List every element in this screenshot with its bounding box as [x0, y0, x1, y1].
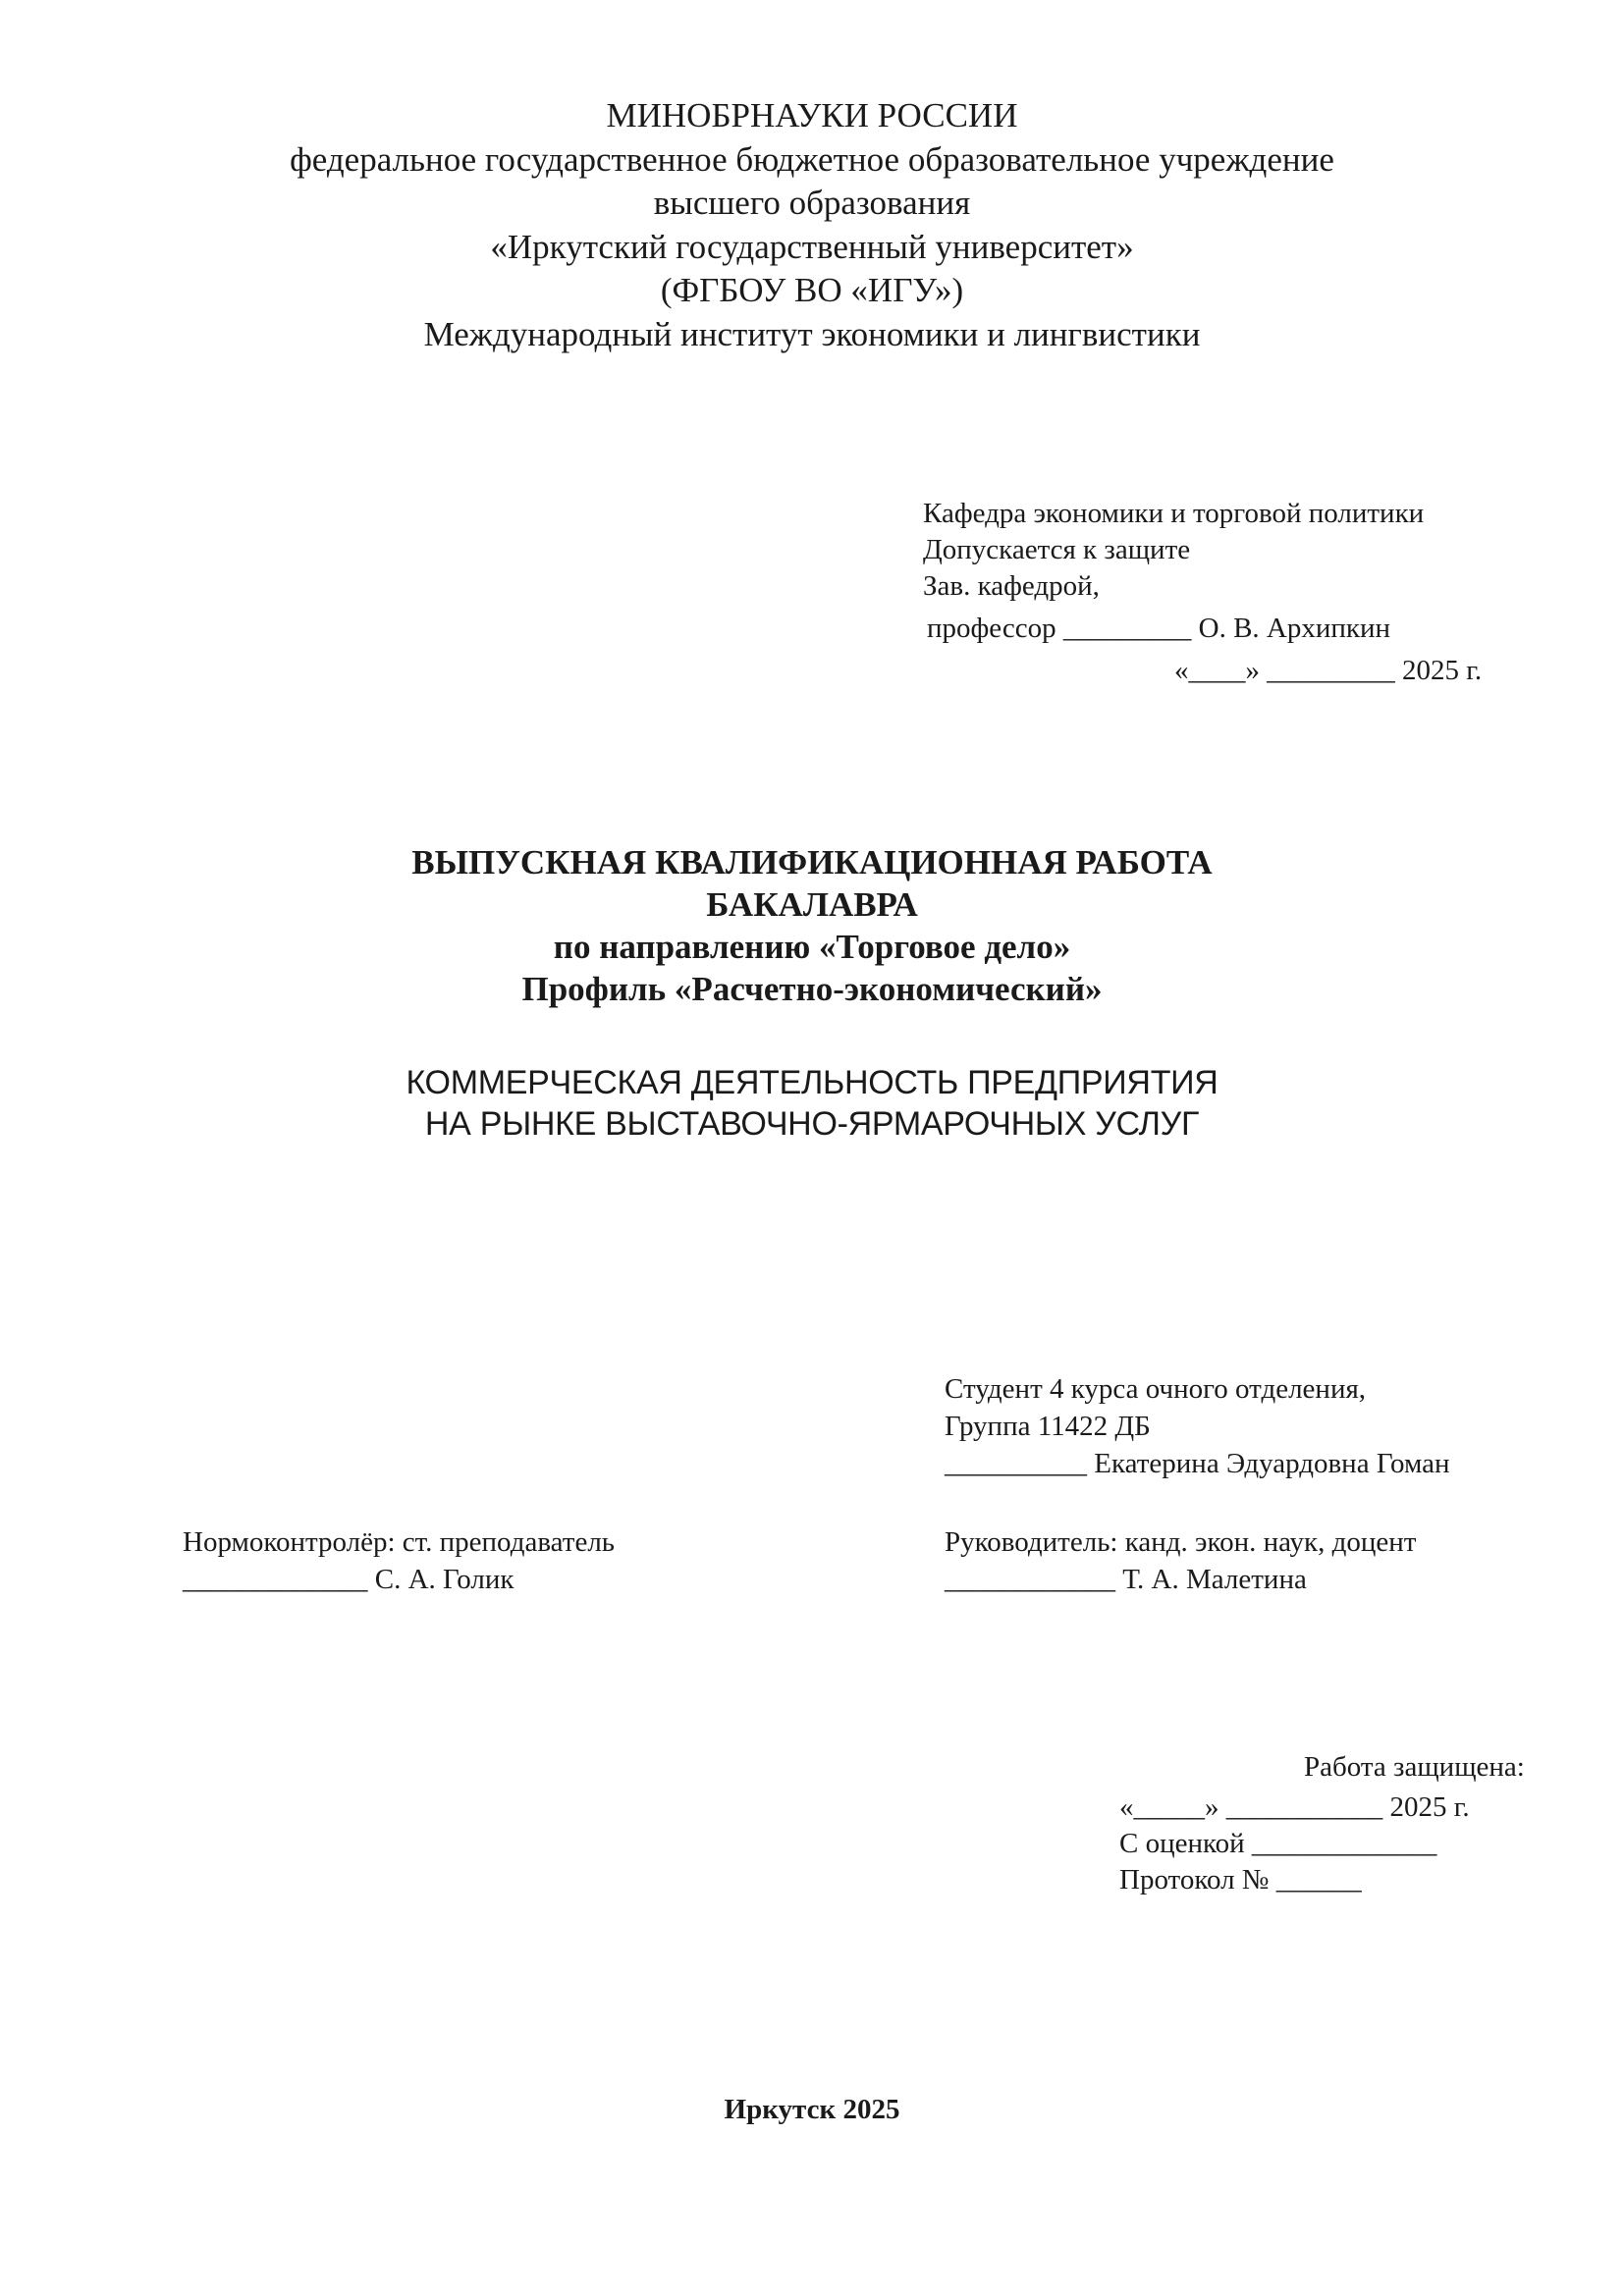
- normcontrol-block: [183, 1523, 791, 1598]
- student-signature-line: __________ Екатерина Эдуардовна Гоман: [945, 1448, 1450, 1479]
- admitted-label: Допускается к защите: [923, 534, 1191, 565]
- supervisor-signature-line: ____________ Т. А. Малетина: [945, 1564, 1307, 1595]
- profile-line: Профиль «Расчетно-экономический»: [521, 970, 1103, 1008]
- education-level: высшего образования: [653, 184, 971, 222]
- university-abbreviation: (ФГБОУ ВО «ИГУ»): [660, 271, 964, 309]
- thesis-topic: [0, 1062, 1624, 1145]
- ministry-name: МИНОБРНАУКИ РОССИИ: [606, 96, 1018, 134]
- head-of-department-label: Зав. кафедрой,: [923, 570, 1100, 602]
- professor-signature-line: профессор _________ О. В. Архипкин: [927, 613, 1391, 644]
- work-type-line: ВЫПУСКНАЯ КВАЛИФИКАЦИОННАЯ РАБОТА: [411, 843, 1213, 881]
- student-block: [945, 1370, 1573, 1482]
- work-title: [0, 841, 1624, 1010]
- supervisor-block: [945, 1523, 1573, 1598]
- department-name: Кафедра экономики и торговой политики: [923, 498, 1425, 529]
- student-course: Студент 4 курса очного отделения,: [945, 1373, 1367, 1405]
- grade-line: С оценкой _____________: [1119, 1828, 1437, 1859]
- normcontrol-role: Нормоконтролёр: ст. преподаватель: [183, 1526, 616, 1558]
- degree-line: БАКАЛАВРА: [706, 885, 918, 924]
- normcontrol-signature-line: _____________ С. А. Голик: [183, 1564, 514, 1595]
- direction-line: по направлению «Торговое дело»: [553, 928, 1071, 966]
- approval-date-line: «____» _________ 2025 г.: [1174, 655, 1483, 686]
- city-year: Иркутск 2025: [724, 2094, 900, 2125]
- protocol-line: Протокол № ______: [1119, 1864, 1362, 1896]
- defense-date-line: «_____» ___________ 2025 г.: [1119, 1791, 1470, 1823]
- defended-label: Работа защищена:: [1304, 1751, 1525, 1783]
- supervisor-role: Руководитель: канд. экон. наук, доцент: [945, 1526, 1417, 1558]
- defense-result-block: [1119, 1749, 1571, 1898]
- topic-line-1: КОММЕРЧЕСКАЯ ДЕЯТЕЛЬНОСТЬ ПРЕДПРИЯТИЯ: [406, 1064, 1218, 1101]
- student-group: Группа 11422 ДБ: [945, 1411, 1151, 1442]
- university-name: «Иркутский государственный университет»: [490, 227, 1134, 266]
- institution-header: [0, 94, 1624, 356]
- institute-name: Международный институт экономики и лингвистики: [423, 314, 1201, 353]
- topic-line-2: НА РЫНКЕ ВЫСТАВОЧНО-ЯРМАРОЧНЫХ УСЛУГ: [424, 1105, 1200, 1143]
- approval-block: [923, 496, 1551, 689]
- institution-type: федеральное государственное бюджетное образовательное учреждение: [290, 139, 1334, 179]
